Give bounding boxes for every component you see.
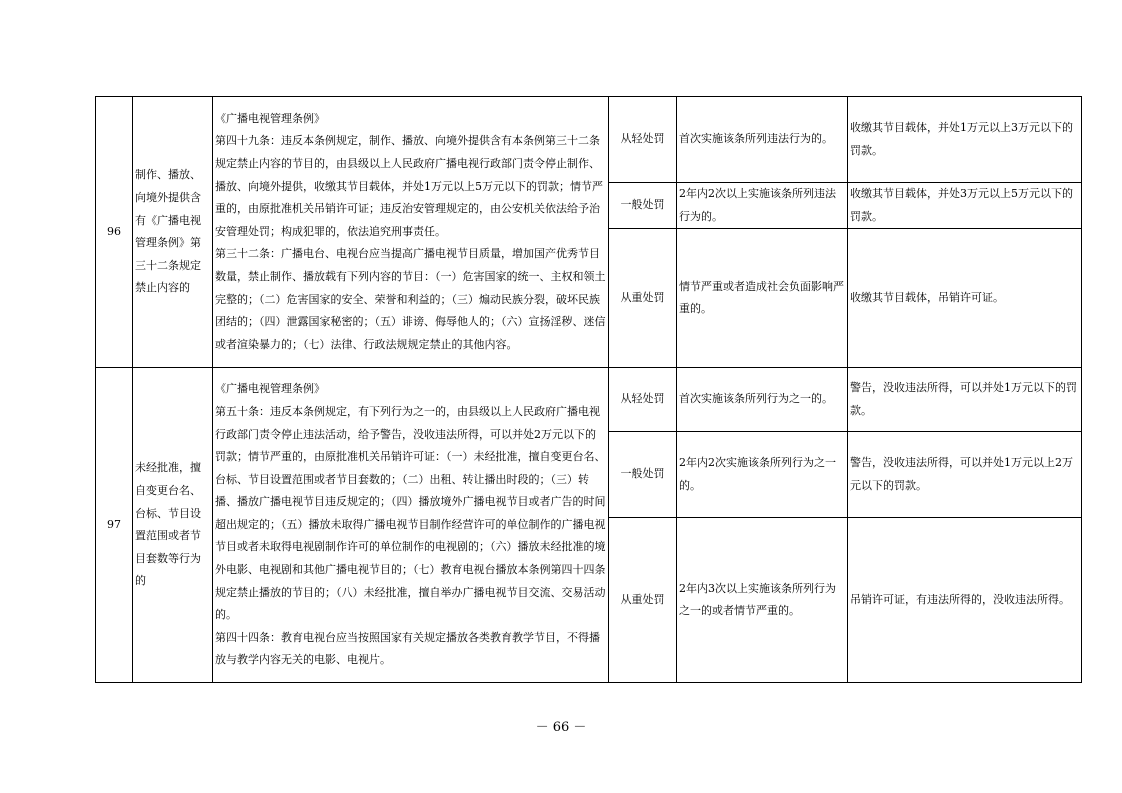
penalty-standard: 警告，没收违法所得，可以并处1万元以下的罚款。 [848, 368, 1082, 432]
penalty-standard: 收缴其节目载体，并处1万元以上3万元以下的罚款。 [848, 97, 1082, 183]
basis-line: 《广播电视管理条例》 [215, 111, 325, 125]
penalty-condition: 2年内3次以上实施该条所列行为之一的或者情节严重的。 [677, 518, 848, 683]
penalty-standard: 收缴其节目载体，并处3万元以上5万元以下的罚款。 [848, 183, 1082, 229]
penalty-level: 一般处罚 [609, 183, 677, 229]
legal-basis [213, 97, 609, 368]
basis-line: 第四十九条：违反本条例规定，制作、播放、向境外提供含有本条例第三十二条规定禁止内容的节目的，由县级以上人民政府广播电视行政部门责令停止制作、播放、向境外提供，收缴其节目载体，并处1万元以上5万元以下的罚款；情节严重的，由原批准机关吊销许可证；违反治安管理规定的，由公安机关依法给予治安管理处罚；构成犯罪的，依法追究刑事责任。 [215, 134, 603, 238]
penalty-condition: 首次实施该条所列行为之一的。 [677, 368, 848, 432]
violation-behavior: 制作、播放、向境外提供含有《广播电视管理条例》第三十二条规定禁止内容的 [133, 97, 213, 368]
row-number: 97 [96, 368, 133, 683]
penalty-level: 一般处罚 [609, 432, 677, 518]
table-row [96, 368, 1082, 432]
table-row [96, 97, 1082, 183]
penalty-standard: 吊销许可证，有违法所得的，没收违法所得。 [848, 518, 1082, 683]
basis-line: 第五十条：违反本条例规定，有下列行为之一的，由县级以上人民政府广播电视行政部门责令停止违法活动，给予警告，没收违法所得，可以并处2万元以下的罚款；情节严重的，由原批准机关吊销许可证：（一）未经批准，擅自变更台名、台标、节目设置范围或者节目套数的；（二）出租、转让播出时段的；（三）转播、播放广播电视节目违反规定的；（四）播放境外广播电视节目或者广告的时间超出规定的；（五）播放未取得广播电视节目制作经营许可的单位制作的广播电视节目或者未取得电视剧制作许可的单位制作的电视剧的；（六）播放未经批准的境外电影、电视剧和其他广播电视节目的；（七）教育电视台播放本条例第四十四条规定禁止播放的节目的；（八）未经批准，擅自举办广播电视节目交流、交易活动的。 [215, 404, 606, 622]
penalty-condition: 2年内2次以上实施该条所列违法行为的。 [677, 183, 848, 229]
penalty-standard: 收缴其节目载体，吊销许可证。 [848, 229, 1082, 368]
page-number: － 66 － [535, 720, 587, 735]
basis-line: 第三十二条：广播电台、电视台应当提高广播电视节目质量，增加国产优秀节目数量，禁止制作、播放载有下列内容的节目：（一）危害国家的统一、主权和领土完整的；（二）危害国家的安全、荣誉和利益的；（三）煽动民族分裂，破坏民族团结的；（四）泄露国家秘密的；（五）诽谤、侮辱他人的；（六）宣扬淫秽、迷信或者渲染暴力的；（七）法律、行政法规规定禁止的其他内容。 [215, 247, 606, 351]
legal-basis [213, 368, 609, 683]
penalty-level: 从轻处罚 [609, 97, 677, 183]
basis-line: 《广播电视管理条例》 [215, 382, 325, 396]
basis-line: 第四十四条：教育电视台应当按照国家有关规定播放各类教育教学节目，不得播放与教学内容无关的电影、电视片。 [215, 630, 600, 667]
penalty-level: 从重处罚 [609, 229, 677, 368]
violation-behavior: 未经批准，擅自变更台名、台标、节目设置范围或者节目套数等行为的 [133, 368, 213, 683]
penalty-condition: 首次实施该条所列违法行为的。 [677, 97, 848, 183]
penalty-level: 从轻处罚 [609, 368, 677, 432]
row-number: 96 [96, 97, 133, 368]
penalty-table [95, 96, 1082, 683]
penalty-level: 从重处罚 [609, 518, 677, 683]
penalty-condition: 2年内2次实施该条所列行为之一的。 [677, 432, 848, 518]
penalty-standard: 警告，没收违法所得，可以并处1万元以上2万元以下的罚款。 [848, 432, 1082, 518]
penalty-condition: 情节严重或者造成社会负面影响严重的。 [677, 229, 848, 368]
